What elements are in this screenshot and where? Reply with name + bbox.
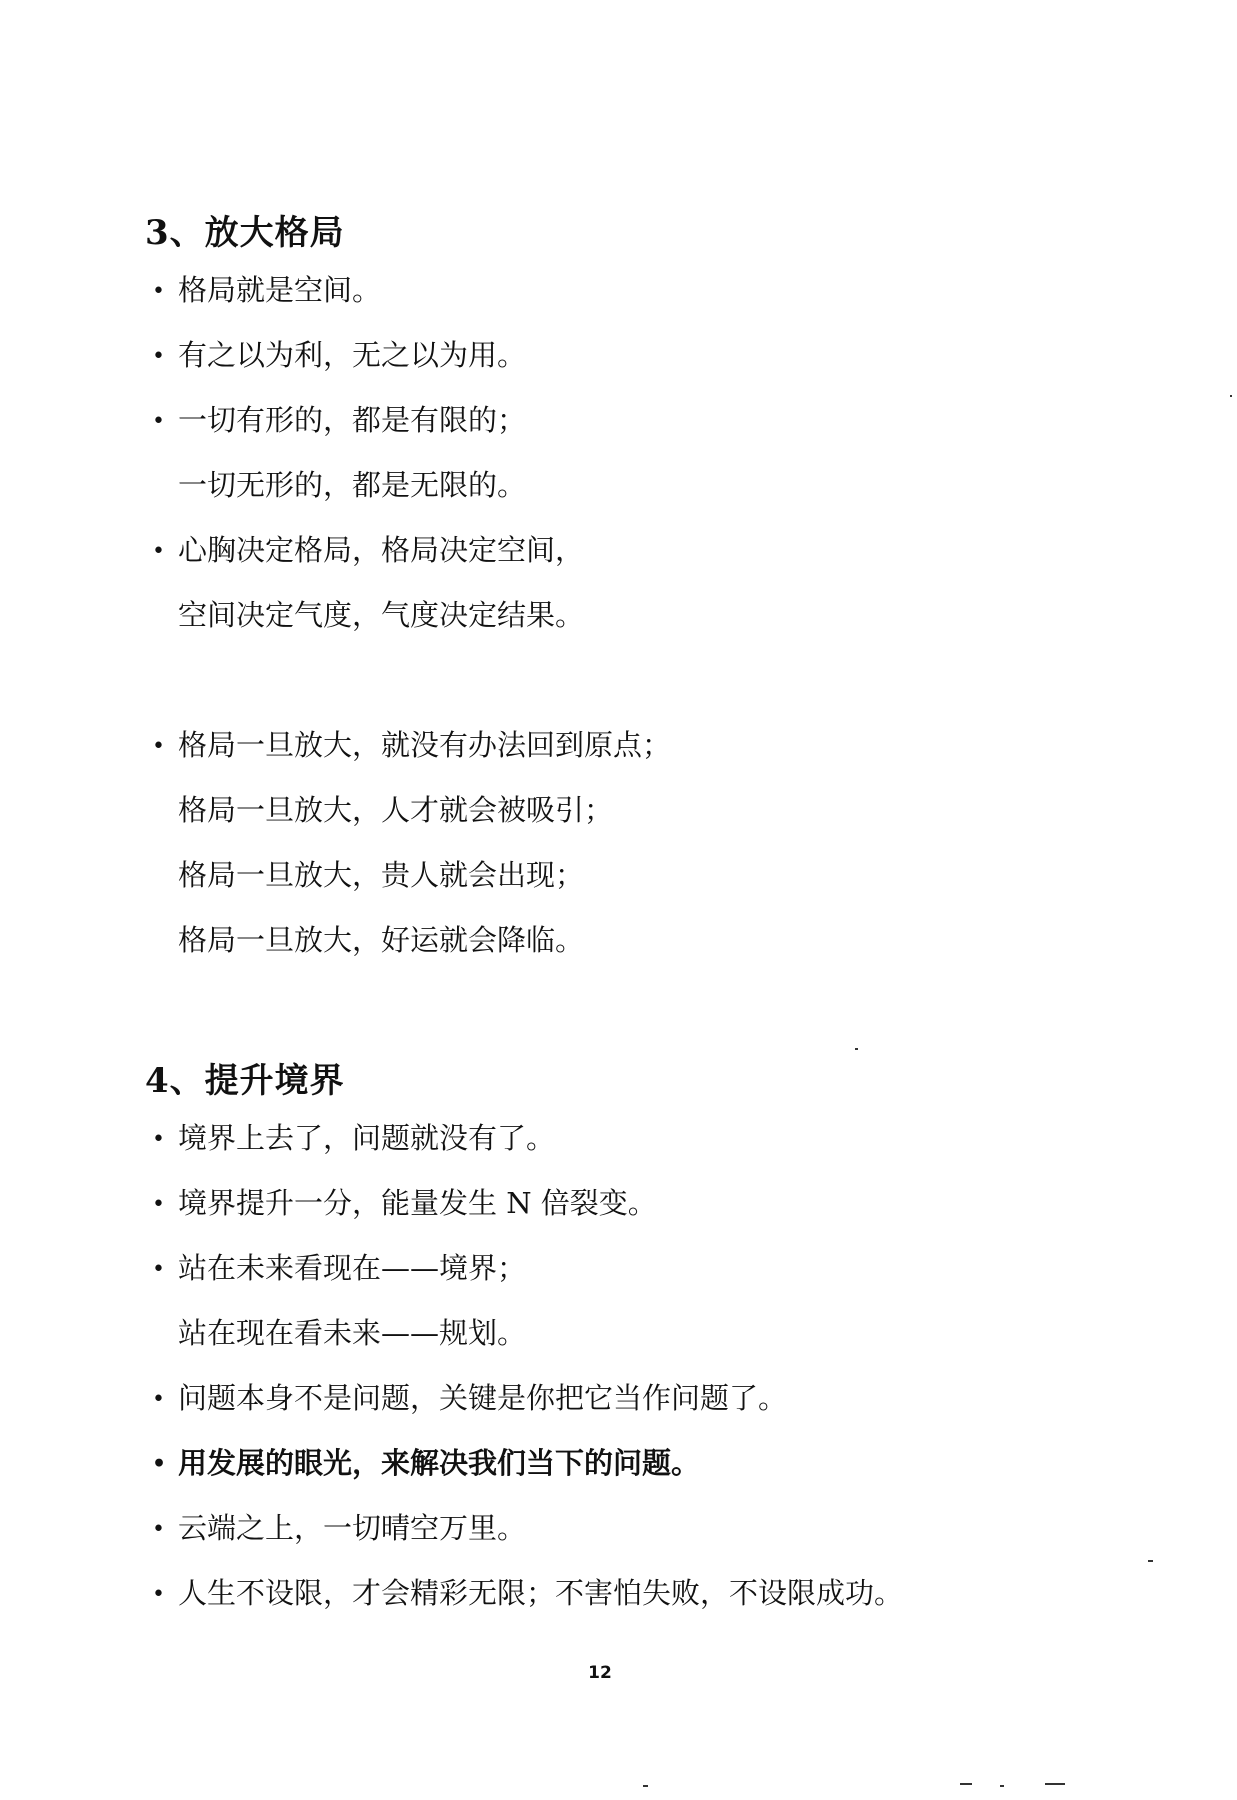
section-4-line-5 <box>152 1380 787 1418</box>
scan-speck <box>855 1048 858 1050</box>
line-text: 有之以为利，无之以为用。 <box>178 338 527 372</box>
line-text: 格局就是空间。 <box>178 273 382 307</box>
bullet: • <box>152 539 165 564</box>
page-number: 12 <box>588 1663 612 1683</box>
line-text: 问题本身不是问题，关键是你把它当作问题了。 <box>178 1381 788 1415</box>
scan-speck <box>1230 395 1232 397</box>
section-4-line-2 <box>152 1185 657 1223</box>
section-4-line-1 <box>152 1120 555 1158</box>
scan-speck <box>643 1785 648 1787</box>
scan-speck <box>1000 1785 1004 1787</box>
bullet: • <box>152 1387 165 1412</box>
bullet: • <box>152 734 165 759</box>
line-text: 一切有形的，都是有限的； <box>178 403 527 437</box>
section-4-line-4: 站在现在看未来——规划。 <box>178 1316 527 1350</box>
section-3-line-6: 空间决定气度，气度决定结果。 <box>178 598 585 632</box>
line-text: 站在未来看现在——境界； <box>178 1251 527 1285</box>
section-3-line-7 <box>152 727 671 765</box>
section-3-line-5 <box>152 532 584 570</box>
line-text: 心胸决定格局，格局决定空间， <box>178 533 585 567</box>
section-3-line-3 <box>152 402 526 440</box>
section-3-line-1 <box>152 272 381 310</box>
line-text: 云端之上，一切晴空万里。 <box>178 1511 527 1545</box>
bullet: • <box>152 1257 165 1282</box>
bullet: • <box>152 1451 167 1477</box>
scan-speck <box>1045 1783 1065 1785</box>
scan-speck <box>960 1783 972 1785</box>
section-4-line-7 <box>152 1510 526 1548</box>
line-text: 境界提升一分，能量发生 N 倍裂变。 <box>178 1186 657 1220</box>
section-3-line-8: 格局一旦放大，人才就会被吸引； <box>178 793 614 827</box>
bullet: • <box>152 1127 165 1152</box>
bullet: • <box>152 1582 165 1607</box>
bullet: • <box>152 409 165 434</box>
bullet: • <box>152 344 165 369</box>
section-3-heading: 3、放大格局 <box>145 213 345 253</box>
section-3-line-4: 一切无形的，都是无限的。 <box>178 468 527 502</box>
line-text: 用发展的眼光，来解决我们当下的问题。 <box>178 1446 701 1480</box>
bullet: • <box>152 279 165 304</box>
line-text: 境界上去了，问题就没有了。 <box>178 1121 556 1155</box>
bullet: • <box>152 1192 165 1217</box>
section-4-line-3 <box>152 1250 526 1288</box>
line-text: 格局一旦放大，就没有办法回到原点； <box>178 728 672 762</box>
section-3-line-2 <box>152 337 526 375</box>
section-3-line-9: 格局一旦放大，贵人就会出现； <box>178 858 585 892</box>
section-3-line-10: 格局一旦放大，好运就会降临。 <box>178 923 585 957</box>
line-text: 人生不设限，才会精彩无限；不害怕失败，不设限成功。 <box>178 1576 904 1610</box>
section-4-line-8 <box>152 1575 903 1613</box>
scan-speck <box>1148 1560 1153 1562</box>
bullet: • <box>152 1517 165 1542</box>
section-4-heading: 4、提升境界 <box>145 1061 345 1101</box>
section-4-line-6 <box>152 1445 700 1482</box>
